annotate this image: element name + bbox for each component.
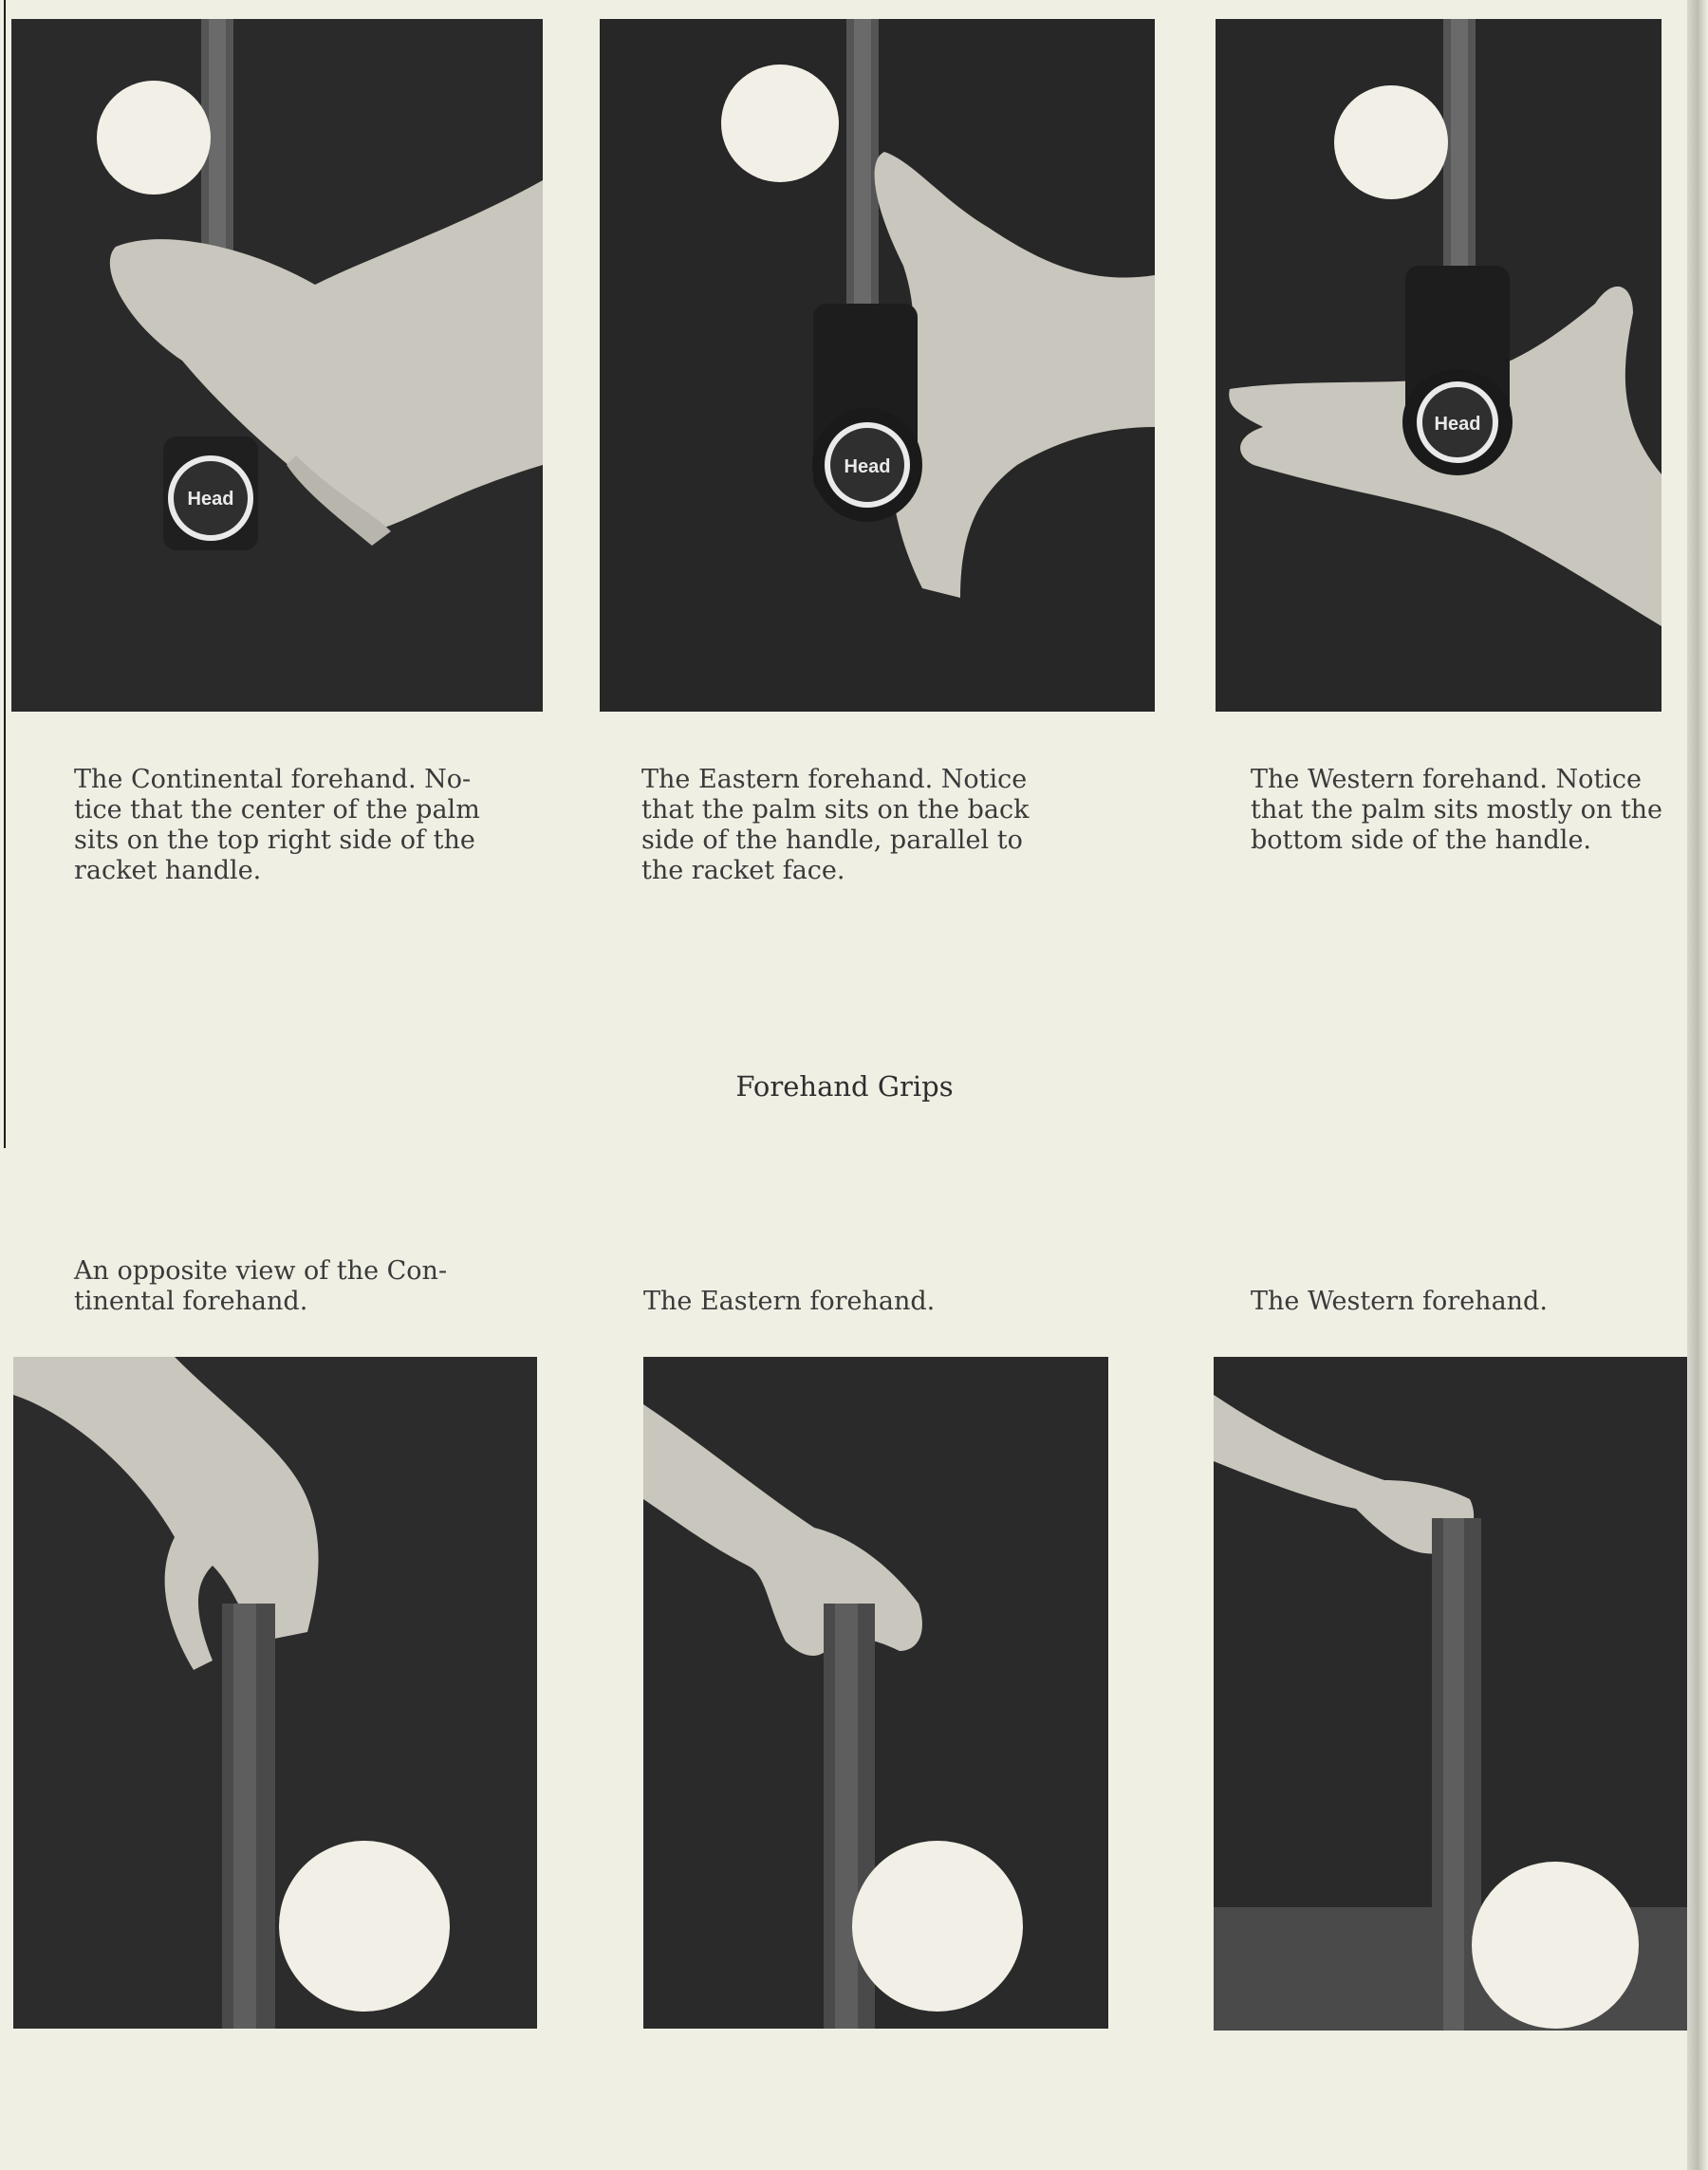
eastern-forehand-illustration	[600, 19, 1155, 712]
handle-label: Head	[1434, 414, 1481, 435]
western-forehand-illustration	[1216, 19, 1662, 712]
handle-label: Head	[187, 489, 234, 510]
page-title: Forehand Grips	[735, 1070, 954, 1103]
western-forehand-view-caption: The Western forehand.	[1251, 1287, 1548, 1316]
tennis-ball-icon	[279, 1841, 450, 2012]
eastern-forehand-view-photo	[643, 1357, 1108, 2029]
continental-opposite-illustration	[13, 1357, 537, 2029]
page-edge-line	[4, 0, 6, 1148]
eastern-forehand-photo	[600, 19, 1155, 712]
western-view-illustration	[1214, 1357, 1688, 2031]
eastern-forehand-caption: The Eastern forehand. Notice that the palm sits on the back side of the handle, parallel to the racket face.	[641, 765, 1030, 885]
tennis-ball-icon	[1334, 85, 1448, 199]
tennis-ball-icon	[1472, 1862, 1639, 2029]
continental-forehand-illustration	[11, 19, 543, 712]
tennis-ball-icon	[721, 65, 839, 182]
western-forehand-view-photo	[1214, 1357, 1688, 2031]
western-forehand-photo	[1216, 19, 1662, 712]
eastern-view-illustration	[643, 1357, 1108, 2029]
continental-forehand-caption: The Continental forehand. No- tice that the center of the palm sits on the top right side of the racket handle.	[74, 765, 480, 885]
continental-opposite-view-photo	[13, 1357, 537, 2029]
continental-opposite-view-caption: An opposite view of the Con- tinental forehand.	[74, 1256, 448, 1316]
eastern-forehand-view-caption: The Eastern forehand.	[643, 1287, 936, 1316]
handle-label: Head	[844, 456, 891, 477]
book-gutter	[1687, 0, 1708, 2170]
tennis-ball-icon	[97, 81, 211, 195]
continental-forehand-photo	[11, 19, 543, 712]
tennis-ball-icon	[852, 1841, 1023, 2012]
western-forehand-caption: The Western forehand. Notice that the palm sits mostly on the bottom side of the handle.	[1251, 765, 1663, 855]
